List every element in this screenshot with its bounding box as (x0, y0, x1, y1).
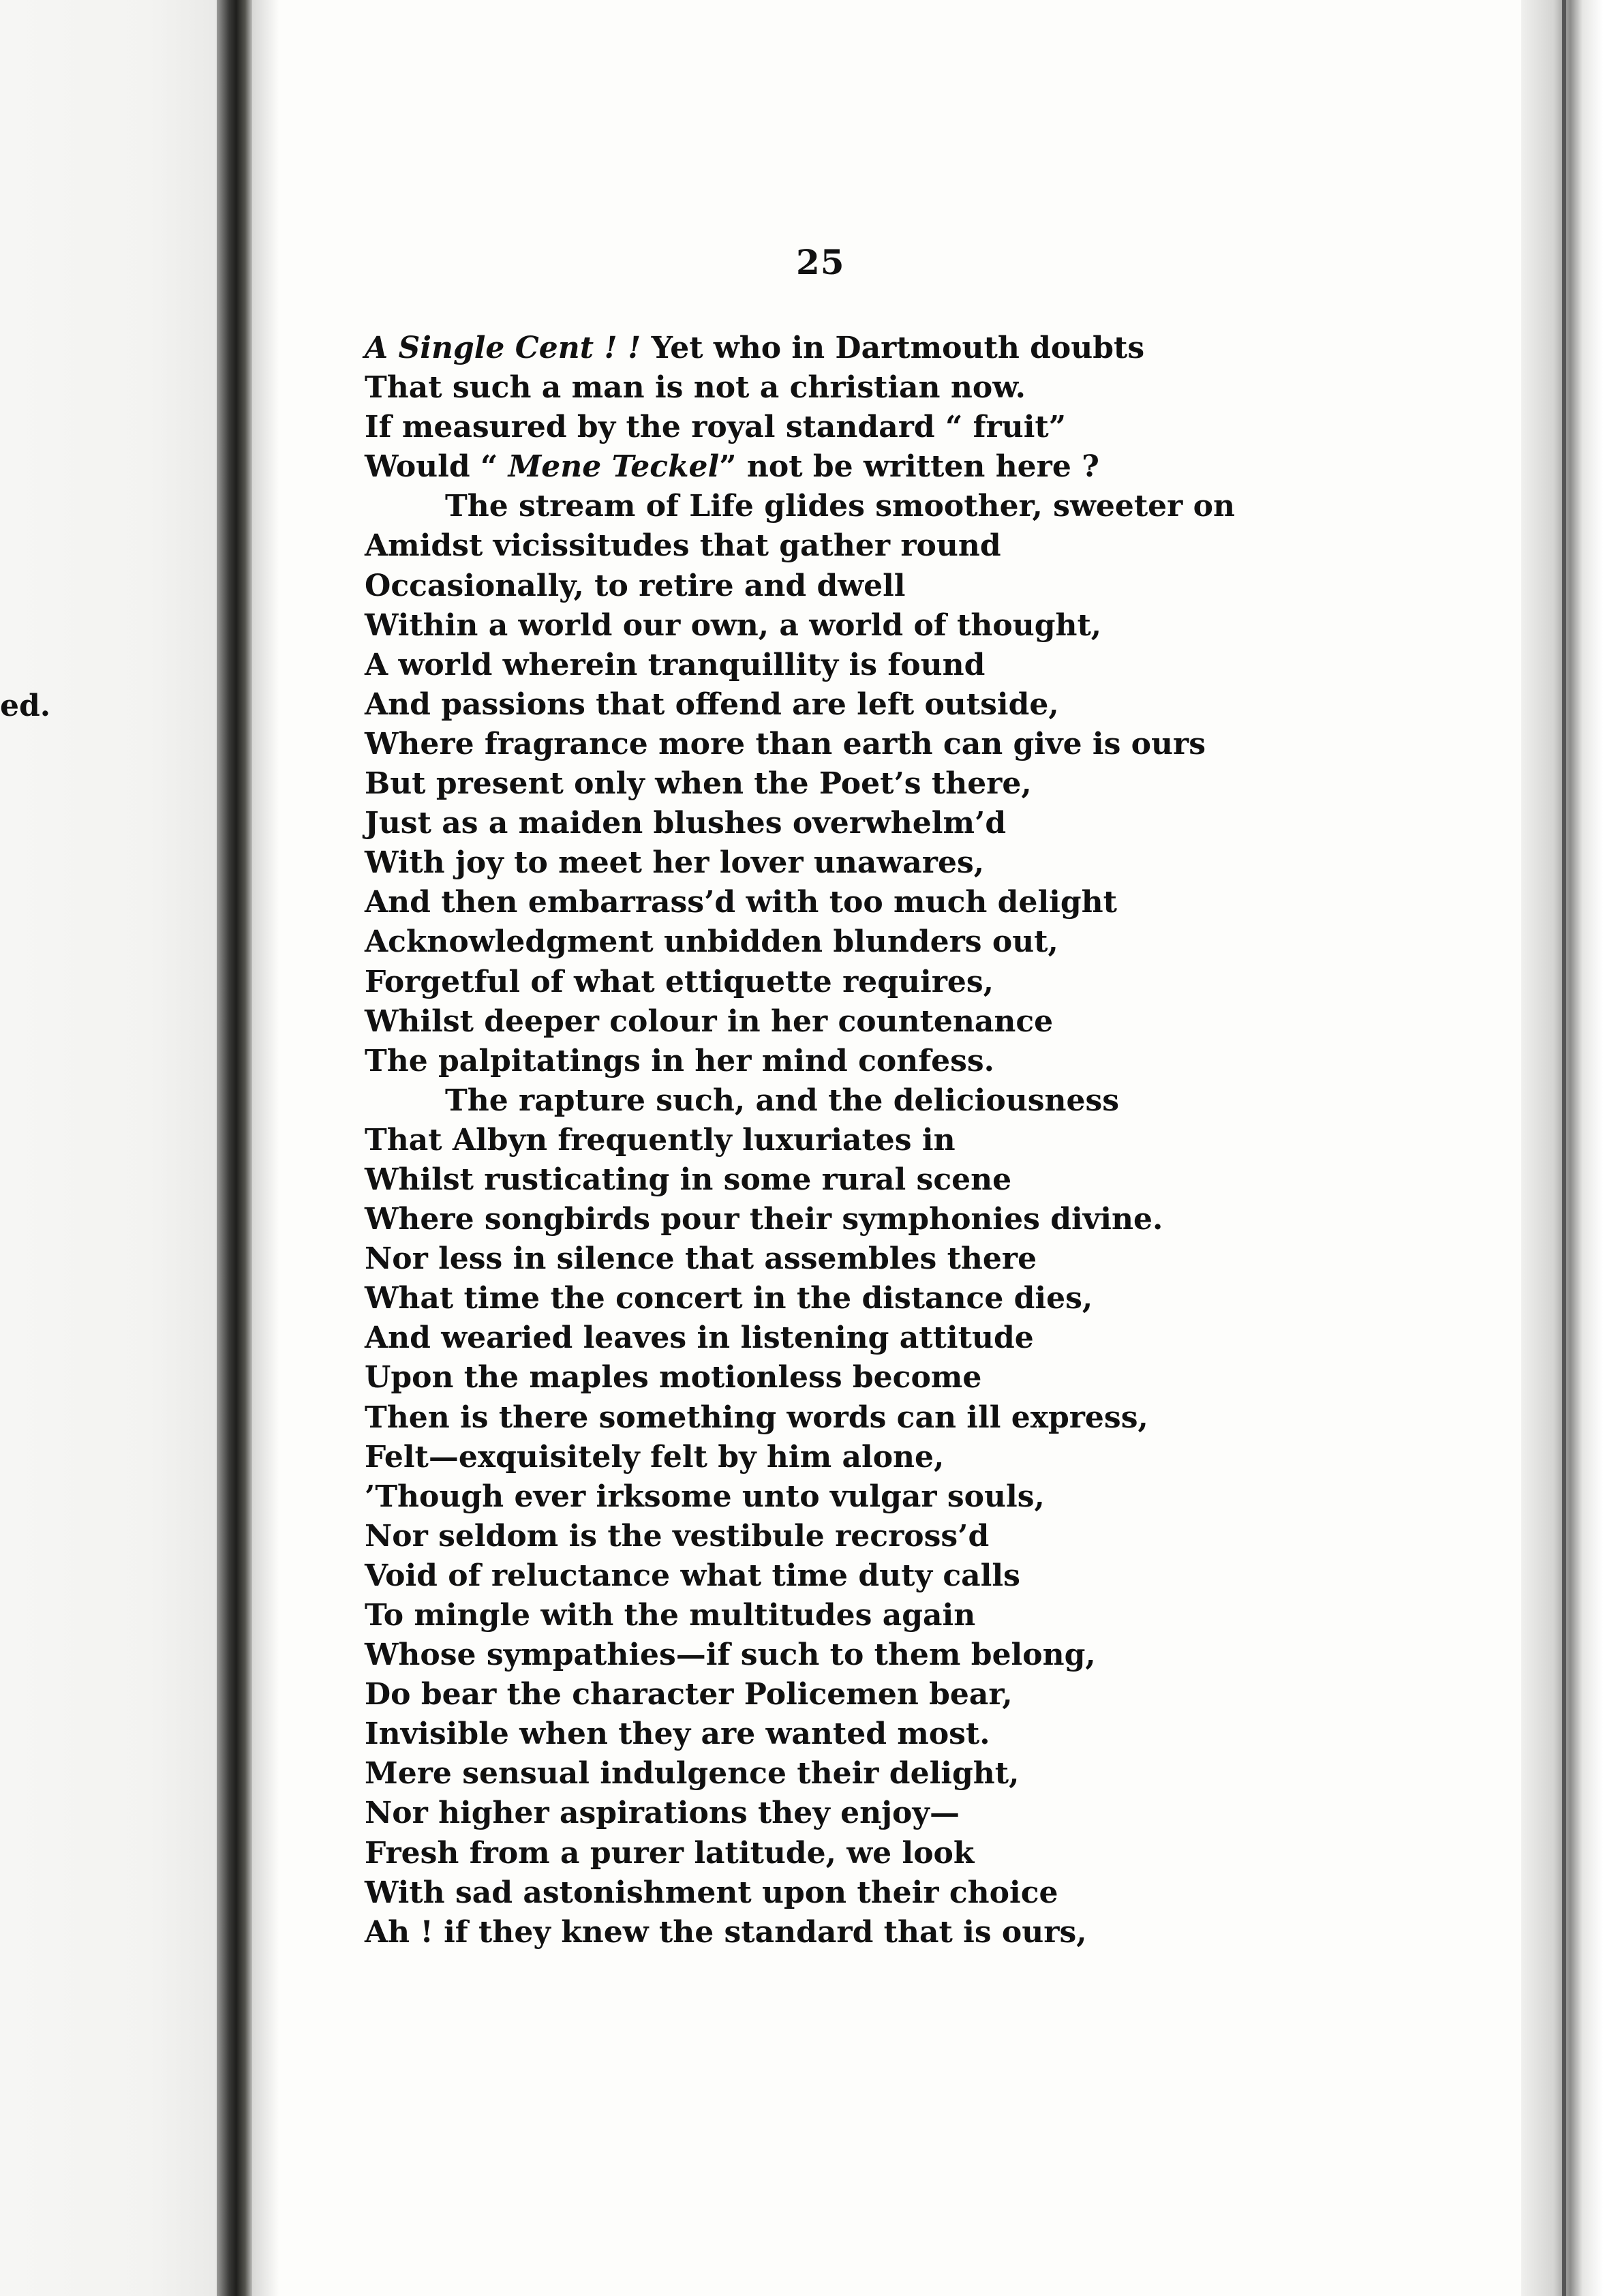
poem-line-20: The rapture such, and the deliciousness (445, 1083, 1120, 1118)
poem-line-24: Nor less in silence that assembles there (365, 1241, 1037, 1277)
poem-line-17: Forgetful of what ettiquette requires, (365, 964, 994, 999)
poem-line-33: To mingle with the multitudes again (365, 1598, 976, 1633)
left-page-margin (0, 0, 251, 2296)
poem-line-15: And then embarrass’d with too much delight (365, 885, 1117, 920)
line-text: Would “ (365, 449, 508, 485)
poem-line-41: Ah ! if they knew the standard that is ours, (365, 1914, 1087, 1950)
poem-line-8: Within a world our own, a world of thought, (365, 607, 1102, 643)
poem-line-14: With joy to meet her lover unawares, (365, 845, 985, 881)
poem-text (365, 329, 1278, 1952)
poem-line-34: Whose sympathies—if such to them belong, (365, 1637, 1096, 1673)
poem-line-1 (365, 329, 1278, 368)
poem-line-40: With sad astonishment upon their choice (365, 1875, 1058, 1910)
poem-line-3: If measured by the royal standard “ fruit” (365, 410, 1067, 445)
poem-line-28: Then is there something words can ill express, (365, 1400, 1148, 1435)
poem-line-27: Upon the maples motionless become (365, 1360, 982, 1395)
line-text: Yet who in Dartmouth doubts (641, 331, 1145, 365)
poem-line-21: That Albyn frequently luxuriates in (365, 1122, 956, 1158)
poem-line-13: Just as a maiden blushes overwhelm’d (365, 806, 1007, 841)
poem-line-29: Felt—exquisitely felt by him alone, (365, 1439, 945, 1475)
poem-line-26: And wearied leaves in listening attitude (365, 1320, 1034, 1356)
poem-line-19: The palpitatings in her mind confess. (365, 1043, 994, 1078)
poem-line-23: Where songbirds pour their symphonies divine. (365, 1202, 1163, 1237)
poem-line-38: Nor higher aspirations they enjoy— (365, 1796, 960, 1831)
poem-line-11: Where fragrance more than earth can give is ours (365, 726, 1206, 761)
poem-line-31: Nor seldom is the vestibule recross’d (365, 1518, 990, 1554)
poem-line-2: That such a man is not a christian now. (365, 370, 1026, 406)
poem-line-36: Invisible when they are wanted most. (365, 1717, 990, 1752)
poem-line-10: And passions that offend are left outside, (365, 686, 1059, 722)
binding-shadow (252, 0, 279, 2296)
poem-line-18: Whilst deeper colour in her countenance (365, 1003, 1054, 1039)
poem-line-32: Void of reluctance what time duty calls (365, 1558, 1020, 1593)
poem-line-37: Mere sensual indulgence their delight, (365, 1756, 1020, 1792)
line-text: ” not be written here ? (719, 449, 1099, 485)
poem-line-16: Acknowledgment unbidden blunders out, (365, 924, 1058, 960)
poem-line-25: What time the concert in the distance dies, (365, 1281, 1093, 1316)
page-number: 25 (796, 242, 845, 282)
poem-line-39: Fresh from a purer latitude, we look (365, 1835, 975, 1871)
italic-phrase: A Single Cent ! ! (365, 331, 641, 365)
left-page-text-fragment: ed. (0, 689, 51, 723)
poem-line-5: The stream of Life glides smoother, sweeter on (445, 489, 1235, 524)
poem-line-9: A world wherein tranquillity is found (365, 647, 986, 682)
right-edge-line (1562, 0, 1566, 2296)
italic-phrase: Mene Teckel (508, 449, 720, 485)
poem-line-4 (365, 447, 1278, 487)
poem-line-35: Do bear the character Policemen bear, (365, 1677, 1013, 1712)
poem-line-22: Whilst rusticating in some rural scene (365, 1162, 1012, 1197)
poem-line-7: Occasionally, to retire and dwell (365, 568, 906, 603)
poem-line-30: ’Though ever irksome unto vulgar souls, (365, 1479, 1045, 1514)
poem-line-6: Amidst vicissitudes that gather round (365, 528, 1001, 564)
poem-line-12: But present only when the Poet’s there, (365, 766, 1032, 802)
book-binding (217, 0, 252, 2296)
